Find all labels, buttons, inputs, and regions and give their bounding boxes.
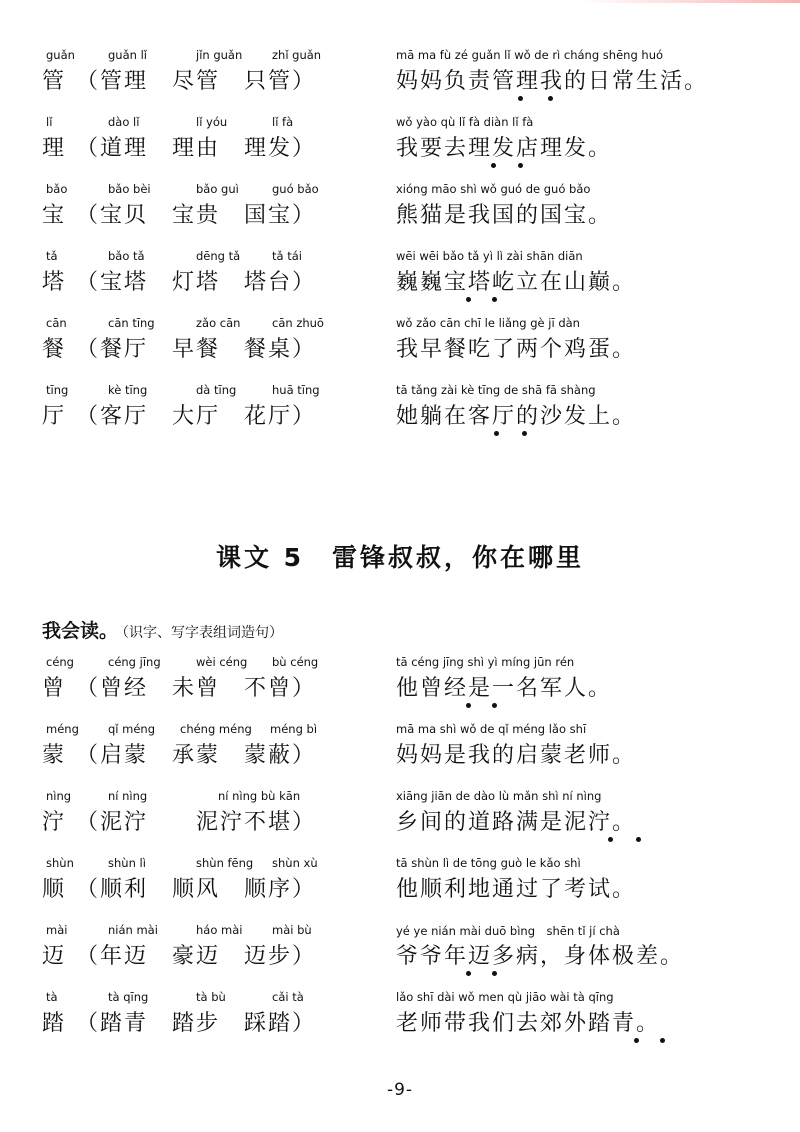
headword: 顺 xyxy=(42,877,67,902)
emphasis-dot xyxy=(548,96,553,101)
word-pinyin: dà tīng xyxy=(196,383,237,397)
section-label xyxy=(42,616,283,643)
word-pinyin: wèi céng xyxy=(196,655,248,669)
word-pinyin: lǐ yóu xyxy=(196,115,228,129)
word-pinyin: jǐn guǎn xyxy=(196,48,243,62)
word-list: （餐厅 早餐 餐桌） xyxy=(76,337,317,362)
word-pinyin: cǎi tà xyxy=(272,990,304,1004)
example-sentence: 老师带我们去郊外踏青。 xyxy=(396,1011,661,1036)
vocab-entry-shun xyxy=(0,856,800,914)
word-pinyin: cān tīng xyxy=(108,316,155,330)
example-sentence: 我早餐吃了两个鸡蛋。 xyxy=(396,337,637,362)
word-pinyin: méng bì xyxy=(270,722,318,736)
emphasis-dot xyxy=(634,1038,639,1043)
word-list: （曾经 未曾 不曾） xyxy=(76,676,317,701)
char-pinyin: tīng xyxy=(46,383,69,397)
sentence-pinyin: wǒ zǎo cān chī le liǎng gè jī dàn xyxy=(396,316,580,330)
word-pinyin: bǎo bèi xyxy=(108,182,151,196)
word-pinyin: dào lǐ xyxy=(108,115,140,129)
example-sentence: 巍巍宝塔屹立在山巅。 xyxy=(396,270,637,295)
word-pinyin: zhǐ guǎn xyxy=(272,48,322,62)
lesson-title: 课文 5 雷锋叔叔，你在哪里 xyxy=(215,543,585,572)
word-pinyin: kè tīng xyxy=(108,383,148,397)
emphasis-dot xyxy=(492,297,497,302)
char-pinyin: tà xyxy=(46,990,58,1004)
word-pinyin: cān zhuō xyxy=(272,316,324,330)
scan-corner-mark xyxy=(580,0,800,3)
vocab-entry-ta xyxy=(0,249,800,307)
word-pinyin: lǐ fà xyxy=(272,115,294,129)
vocab-entry-ning xyxy=(0,789,800,847)
word-list: （踏青 踏步 踩踏） xyxy=(76,1011,317,1036)
word-list: （客厅 大厅 花厅） xyxy=(76,404,317,429)
word-list: （道理 理由 理发） xyxy=(76,136,317,161)
word-list: （启蒙 承蒙 蒙蔽） xyxy=(76,743,317,768)
emphasis-dot xyxy=(608,837,613,842)
emphasis-dot xyxy=(466,703,471,708)
emphasis-dot xyxy=(494,431,499,436)
word-list: （泥泞 泥泞不堪） xyxy=(76,810,317,835)
emphasis-dot xyxy=(466,971,471,976)
word-list: （年迈 豪迈 迈步） xyxy=(76,944,317,969)
vocab-entry-meng xyxy=(0,722,800,780)
char-pinyin: nìng xyxy=(46,789,72,803)
word-pinyin: shùn lì xyxy=(108,856,146,870)
word-pinyin: guǎn lǐ xyxy=(108,48,147,62)
example-sentence: 他顺利地通过了考试。 xyxy=(396,877,637,902)
word-pinyin: tǎ tái xyxy=(272,249,302,263)
word-pinyin: shùn xù xyxy=(272,856,318,870)
word-pinyin: mài bù xyxy=(272,923,312,937)
word-pinyin: dēng tǎ xyxy=(196,249,241,263)
word-pinyin: bù céng xyxy=(272,655,319,669)
word-pinyin: nián mài xyxy=(108,923,158,937)
word-pinyin: bǎo guì xyxy=(196,182,239,196)
word-list: （顺利 顺风 顺序） xyxy=(76,877,317,902)
headword: 泞 xyxy=(42,810,67,835)
page-number: -9- xyxy=(386,1080,414,1100)
word-pinyin: shùn fēng xyxy=(196,856,254,870)
word-pinyin: bǎo tǎ xyxy=(108,249,145,263)
word-list: （宝贝 宝贵 国宝） xyxy=(76,203,317,228)
word-pinyin: tà bù xyxy=(196,990,226,1004)
example-sentence: 她躺在客厅的沙发上。 xyxy=(396,404,637,429)
sentence-pinyin: lǎo shī dài wǒ men qù jiāo wài tà qīng xyxy=(396,990,614,1004)
sentence-pinyin: mā ma fù zé guǎn lǐ wǒ de rì cháng shēng huó xyxy=(396,48,664,62)
emphasis-dot xyxy=(636,837,641,842)
word-pinyin: háo mài xyxy=(196,923,243,937)
sentence-pinyin: xiāng jiān de dào lù mǎn shì ní nìng xyxy=(396,789,602,803)
char-pinyin: lǐ xyxy=(46,115,53,129)
vocab-entry-guan xyxy=(0,48,800,106)
headword: 宝 xyxy=(42,203,67,228)
emphasis-dot xyxy=(466,297,471,302)
sentence-pinyin: tā céng jīng shì yì míng jūn rén xyxy=(396,655,575,669)
word-pinyin: zǎo cān xyxy=(196,316,241,330)
emphasis-dot xyxy=(660,1038,665,1043)
example-sentence: 熊猫是我国的国宝。 xyxy=(396,203,613,228)
headword: 迈 xyxy=(42,944,67,969)
vocab-entry-can xyxy=(0,316,800,374)
char-pinyin: céng xyxy=(46,655,74,669)
word-pinyin: tà qīng xyxy=(108,990,149,1004)
emphasis-dot xyxy=(518,163,523,168)
vocab-entry-ta2 xyxy=(0,990,800,1048)
char-pinyin: mài xyxy=(46,923,68,937)
char-pinyin: bǎo xyxy=(46,182,68,196)
example-sentence: 他曾经是一名军人。 xyxy=(396,676,613,701)
sentence-pinyin: mā ma shì wǒ de qǐ méng lǎo shī xyxy=(396,722,587,736)
vocab-entry-bao xyxy=(0,182,800,240)
headword: 管 xyxy=(42,69,67,94)
example-sentence: 我要去理发店理发。 xyxy=(396,136,613,161)
emphasis-dot xyxy=(492,971,497,976)
example-sentence: 爷爷年迈多病，身体极差。 xyxy=(396,944,685,969)
char-pinyin: cān xyxy=(46,316,67,330)
vocab-entry-li xyxy=(0,115,800,173)
word-pinyin: guó bǎo xyxy=(272,182,319,196)
headword: 理 xyxy=(42,136,67,161)
vocab-entry-ceng xyxy=(0,655,800,713)
sentence-pinyin: wǒ yào qù lǐ fà diàn lǐ fà xyxy=(396,115,534,129)
section-label-main: 我会读。 xyxy=(42,620,119,642)
vocab-entry-mai xyxy=(0,923,800,981)
example-sentence: 妈妈负责管理我的日常生活。 xyxy=(396,69,709,94)
word-pinyin: ní nìng bù kān xyxy=(218,789,301,803)
headword: 蒙 xyxy=(42,743,67,768)
char-pinyin: shùn xyxy=(46,856,74,870)
sentence-pinyin: xióng māo shì wǒ guó de guó bǎo xyxy=(396,182,591,196)
emphasis-dot xyxy=(491,163,496,168)
word-pinyin: chéng méng xyxy=(180,722,252,736)
sentence-pinyin: yé ye nián mài duō bìng shēn tǐ jí chà xyxy=(396,924,620,938)
word-list: （宝塔 灯塔 塔台） xyxy=(76,270,317,295)
char-pinyin: méng xyxy=(46,722,79,736)
headword: 厅 xyxy=(42,404,67,429)
sentence-pinyin: tā shùn lì de tōng guò le kǎo shì xyxy=(396,856,581,870)
emphasis-dot xyxy=(518,96,523,101)
sentence-pinyin: tā tǎng zài kè tīng de shā fā shàng xyxy=(396,383,596,397)
emphasis-dot xyxy=(492,703,497,708)
word-list: （管理 尽管 只管） xyxy=(76,69,317,94)
example-sentence: 妈妈是我的启蒙老师。 xyxy=(396,743,637,768)
sentence-pinyin: wēi wēi bǎo tǎ yì lì zài shān diān xyxy=(396,249,583,263)
char-pinyin: guǎn xyxy=(46,48,75,62)
word-pinyin: qǐ méng xyxy=(108,722,156,736)
word-pinyin: céng jīng xyxy=(108,655,161,669)
char-pinyin: tǎ xyxy=(46,249,58,263)
headword: 踏 xyxy=(42,1011,67,1036)
headword: 餐 xyxy=(42,337,67,362)
section-label-note: （识字、写字表组词造句） xyxy=(122,625,284,641)
emphasis-dot xyxy=(522,431,527,436)
headword: 塔 xyxy=(42,270,67,295)
word-pinyin: huā tīng xyxy=(272,383,320,397)
headword: 曾 xyxy=(42,676,67,701)
word-pinyin: ní nìng xyxy=(108,789,148,803)
vocab-entry-ting xyxy=(0,383,800,441)
example-sentence: 乡间的道路满是泥泞。 xyxy=(396,810,637,835)
